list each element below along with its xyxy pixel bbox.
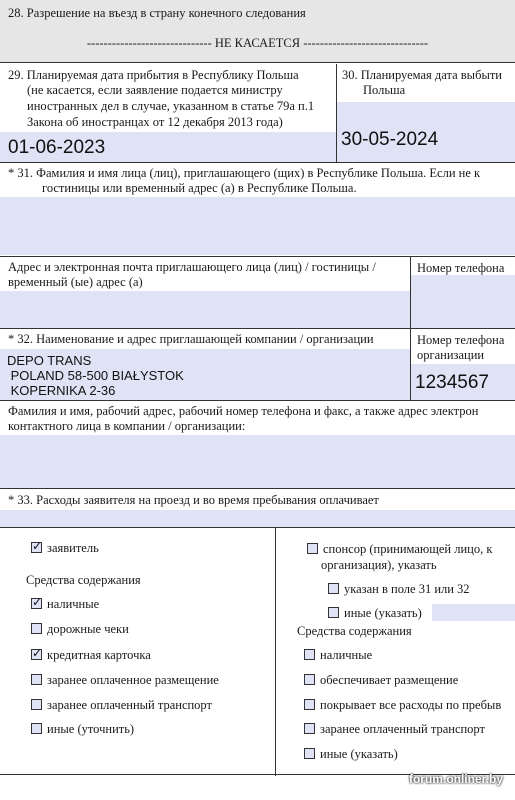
company-line-1: DEPO TRANS (7, 353, 92, 368)
sponsor-other-field[interactable] (432, 604, 515, 621)
company-phone-field[interactable] (411, 364, 515, 401)
company-line-3: KOPERNIKA 2-36 (7, 383, 116, 398)
covers-all-costs-label: покрывает все расходы по пребыв (320, 698, 502, 712)
company-phone-value: 1234567 (415, 372, 489, 393)
company-phone-label-1: Номер телефона (417, 333, 505, 347)
sponsor-sub-item[interactable] (328, 606, 422, 621)
left-means-item[interactable] (31, 698, 212, 713)
address-phone-field[interactable] (411, 275, 515, 329)
left-means-item[interactable] (31, 648, 151, 663)
field-33-strip (0, 510, 515, 527)
left-means-title: Средства содержания (26, 573, 141, 587)
applicant-checkbox[interactable] (31, 542, 42, 553)
covers-all-costs-checkbox[interactable] (304, 699, 315, 710)
right-means-item[interactable] (304, 722, 485, 737)
indicated-in-31-32-checkbox[interactable] (328, 583, 339, 594)
address-row (0, 256, 515, 328)
prepaid-accommodation-checkbox[interactable] (31, 674, 42, 685)
address-field[interactable] (0, 291, 410, 329)
address-phone-label: Номер телефона (417, 261, 505, 275)
applicant-label: заявитель (47, 541, 99, 555)
left-prepaid-transport-label: заранее оплаченный транспорт (47, 698, 212, 712)
field-30 (337, 64, 515, 162)
left-cash-checkbox[interactable] (31, 598, 42, 609)
right-prepaid-transport-label: заранее оплаченный транспорт (320, 722, 485, 736)
prepaid-accommodation-label: заранее оплаченное размещение (47, 673, 219, 687)
field-31-label-1: * 31. Фамилия и имя лица (лиц), приглашающего (щих) в Республике Польша. Если не к (8, 166, 481, 180)
provides-accommodation-checkbox[interactable] (304, 674, 315, 685)
field-32 (0, 328, 515, 400)
right-means-item[interactable] (304, 673, 458, 688)
left-means-item[interactable] (31, 673, 219, 688)
company-phone-label-2: организации (417, 348, 485, 362)
left-means-item[interactable] (31, 722, 134, 737)
field-28 (0, 0, 515, 63)
right-other-checkbox[interactable] (304, 748, 315, 759)
address-label-2: временный (ые) адрес (а) (8, 275, 143, 289)
inviting-person-field[interactable] (0, 197, 515, 255)
field-31 (0, 162, 515, 256)
field-29 (0, 64, 336, 162)
left-cash-label: наличные (47, 597, 100, 611)
departure-date-value: 30-05-2024 (341, 129, 439, 150)
sponsor-other-label: иные (указать) (344, 606, 422, 620)
field-28-value: ------------------------------ НЕ КАСАЕТСЯ ------------------------------ (86, 36, 429, 50)
sponsor-sub-item[interactable] (328, 582, 470, 597)
left-means-item[interactable] (31, 597, 99, 612)
right-means-item[interactable] (304, 747, 398, 762)
sponsor-label-2: организация), указать (321, 558, 437, 572)
indicated-in-31-32-label: указан в поле 31 или 32 (344, 582, 470, 596)
contact-label-2: контактного лица в компании / организации: (8, 419, 246, 433)
right-means-item[interactable] (304, 698, 501, 713)
right-means-item[interactable] (304, 648, 372, 663)
credit-card-checkbox[interactable] (31, 649, 42, 660)
right-other-label: иные (указать) (320, 747, 398, 761)
company-line-2: POLAND 58-500 BIAŁYSTOK (7, 368, 184, 383)
field-32-label: * 32. Наименование и адрес приглашающей компании / организации (8, 332, 374, 346)
contact-label-1: Фамилия и имя, рабочий адрес, рабочий номер телефона и факс, а также адрес электрон (8, 404, 479, 418)
provides-accommodation-label: обеспечивает размещение (320, 673, 459, 687)
left-other-label: иные (уточнить) (47, 722, 135, 736)
watermark: forum.onliner.by (408, 772, 503, 786)
payer-sponsor[interactable] (307, 542, 492, 557)
company-field[interactable] (0, 349, 410, 401)
field-30-label-1: 30. Планируемая дата выбыти (342, 68, 502, 82)
payer-applicant[interactable] (31, 541, 99, 556)
arrival-date-value: 01-06-2023 (8, 137, 106, 158)
field-31-label-2: гостиницы или временный адрес (а) в Республике Польша. (42, 181, 357, 195)
field-33-label: * 33. Расходы заявителя на проезд и во время пребывания оплачивает (8, 493, 379, 507)
field-30-label-2: Польша (363, 83, 406, 97)
field-29-label-4: Закона об иностранцах от 12 декабря 2013 года) (27, 115, 283, 129)
field-28-label: 28. Разрешение на въезд в страну конечного следования (8, 6, 306, 20)
travel-cheques-label: дорожные чеки (47, 622, 129, 636)
right-prepaid-transport-checkbox[interactable] (304, 723, 315, 734)
right-cash-label: наличные (320, 648, 373, 662)
field-29-label-2: (не касается, если заявление подается министру (27, 83, 283, 97)
arrival-date-field[interactable] (0, 132, 336, 162)
sponsor-checkbox[interactable] (307, 543, 318, 554)
right-cash-checkbox[interactable] (304, 649, 315, 660)
contact-row (0, 400, 515, 488)
left-other-checkbox[interactable] (31, 723, 42, 734)
contact-field[interactable] (0, 435, 515, 489)
field-29-label-3: иностранных дел в случае, указанном в статье 79а п.1 (27, 99, 315, 113)
right-means-title: Средства содержания (297, 624, 412, 638)
left-prepaid-transport-checkbox[interactable] (31, 699, 42, 710)
departure-date-field[interactable] (337, 102, 515, 162)
sponsor-other-checkbox[interactable] (328, 607, 339, 618)
field-33 (0, 488, 515, 526)
field-29-label-1: 29. Планируемая дата прибытия в Республику Польша (8, 68, 299, 82)
field-33-divider (275, 528, 276, 776)
credit-card-label: кредитная карточка (47, 648, 151, 662)
travel-cheques-checkbox[interactable] (31, 623, 42, 634)
sponsor-label-1: спонсор (принимающей лицо, к (323, 542, 493, 556)
address-label-1: Адрес и электронная почта приглашающего лица (лиц) / гостиницы / (8, 260, 376, 274)
left-means-item[interactable] (31, 622, 129, 637)
